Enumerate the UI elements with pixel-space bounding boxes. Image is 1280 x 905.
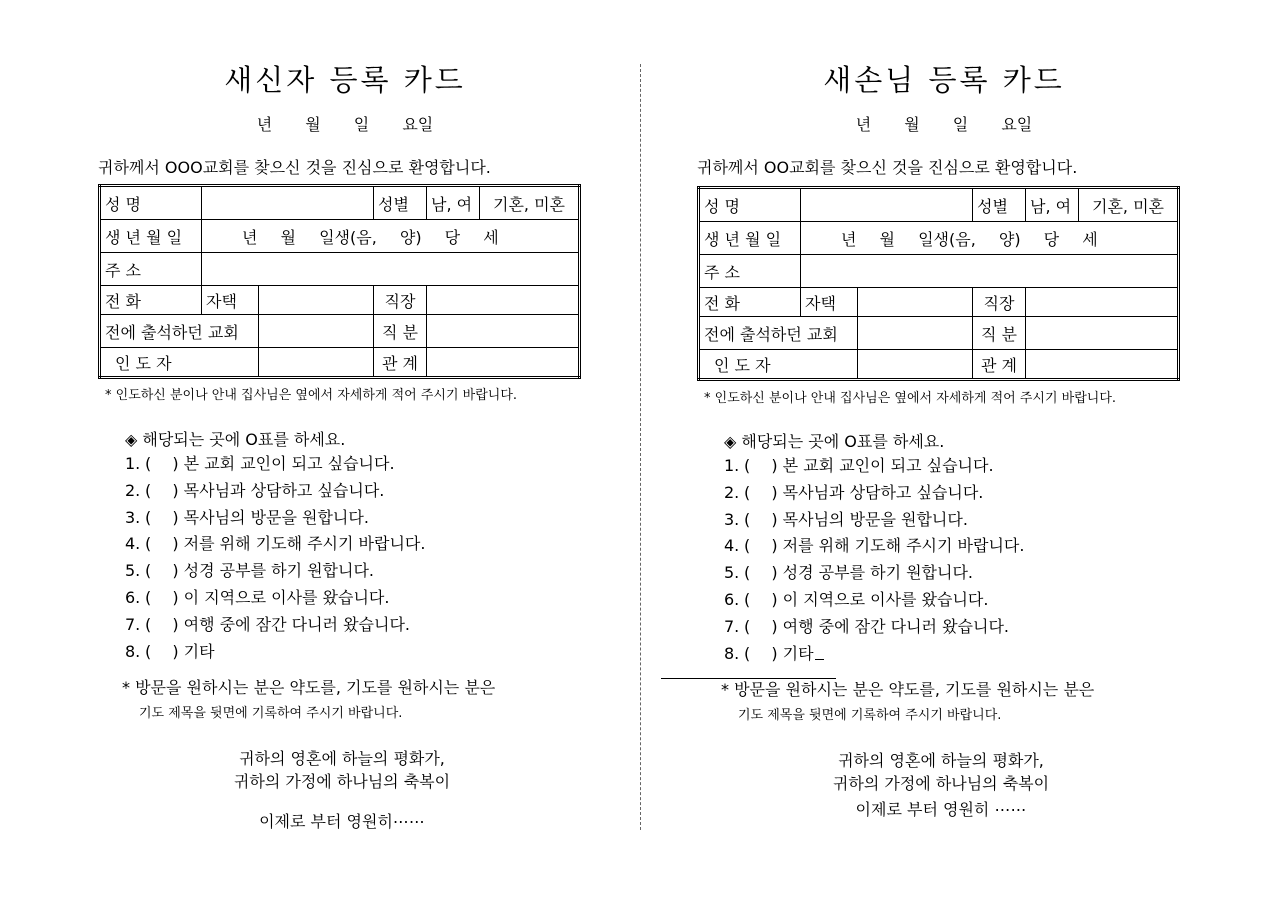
option-number: 7. — [125, 614, 141, 634]
option-item[interactable] — [125, 639, 425, 666]
option-text: ( ) 목사님과 상담하고 싶습니다. — [145, 480, 385, 500]
guide-note: * 인도하신 분이나 안내 집사님은 옆에서 자세하게 적어 주시기 바랍니다. — [105, 388, 518, 403]
option-text: ( ) 목사님의 방문을 원합니다. — [744, 509, 968, 529]
home-phone-label: 자택 — [202, 286, 259, 315]
option-number: 3. — [724, 509, 740, 529]
address-field[interactable] — [202, 253, 580, 286]
closing-text: 이제로 부터 영원히 ⋯⋯ — [855, 800, 1027, 819]
option-item[interactable] — [724, 614, 1024, 641]
work-phone-field[interactable] — [427, 286, 580, 315]
option-number: 5. — [125, 561, 141, 581]
work-phone-label: 직장 — [973, 288, 1026, 317]
option-item[interactable] — [724, 560, 1024, 587]
option-number: 4. — [724, 536, 740, 556]
option-item[interactable] — [724, 507, 1024, 534]
gender-choice[interactable]: 남, 여 — [1026, 188, 1079, 222]
position-label: 직 분 — [973, 317, 1026, 350]
address-label: 주 소 — [100, 253, 202, 286]
home-phone-field[interactable] — [858, 288, 973, 317]
address-field[interactable] — [801, 255, 1179, 288]
visit-note-line-2: 기도 제목을 뒷면에 기록하여 주시기 바랍니다. — [139, 706, 403, 721]
name-label: 성 명 — [100, 186, 202, 220]
blessing-text — [694, 749, 1188, 795]
guide-label: 인 도 자 — [699, 350, 858, 380]
name-field[interactable] — [202, 186, 374, 220]
marital-choice[interactable]: 기혼, 미혼 — [1079, 188, 1179, 222]
closing-text: 이제로 부터 영원히⋯⋯ — [259, 812, 425, 831]
option-number: 5. — [724, 563, 740, 583]
stray-rule-line — [661, 678, 836, 679]
option-item[interactable] — [125, 478, 425, 505]
card-divider — [640, 64, 641, 830]
work-phone-field[interactable] — [1026, 288, 1179, 317]
name-label: 성 명 — [699, 188, 801, 222]
option-item[interactable] — [724, 453, 1024, 480]
option-text: ( ) 저를 위해 기도해 주시기 바랍니다. — [145, 534, 426, 554]
home-phone-label: 자택 — [801, 288, 858, 317]
phone-label: 전 화 — [699, 288, 801, 317]
guide-note: * 인도하신 분이나 안내 집사님은 옆에서 자세하게 적어 주시기 바랍니다. — [704, 391, 1117, 406]
option-number: 6. — [125, 587, 141, 607]
registration-table — [697, 186, 1180, 381]
previous-church-label: 전에 출석하던 교회 — [699, 317, 858, 350]
blessing-line-2: 귀하의 가정에 하나님의 축복이 — [832, 774, 1050, 793]
guide-label: 인 도 자 — [100, 348, 259, 378]
option-text: ( ) 성경 공부를 하기 원합니다. — [145, 561, 375, 581]
option-number: 7. — [724, 616, 740, 636]
previous-church-label: 전에 출석하던 교회 — [100, 315, 259, 348]
relation-field[interactable] — [427, 348, 580, 378]
gender-label: 성별 — [374, 186, 427, 220]
text-cursor — [815, 645, 824, 660]
option-text: ( ) 여행 중에 잠간 다니러 왔습니다. — [145, 614, 411, 634]
option-text: ( ) 여행 중에 잠간 다니러 왔습니다. — [744, 616, 1010, 636]
option-item[interactable] — [125, 505, 425, 532]
option-item[interactable] — [125, 558, 425, 585]
option-text: ( ) 본 교회 교인이 되고 싶습니다. — [145, 454, 395, 473]
options-list — [724, 453, 1024, 667]
position-field[interactable] — [427, 315, 580, 348]
option-number: 8. — [724, 643, 740, 663]
option-text: ( ) 성경 공부를 하기 원합니다. — [744, 563, 974, 583]
option-number: 2. — [724, 482, 740, 502]
relation-field[interactable] — [1026, 350, 1179, 380]
blessing-line-1: 귀하의 영혼에 하늘의 평화가, — [838, 751, 1044, 770]
marital-choice[interactable]: 기혼, 미혼 — [480, 186, 580, 220]
visit-note-line-1: * 방문을 원하시는 분은 약도를, 기도를 원하시는 분은 — [721, 680, 1095, 699]
gender-choice[interactable]: 남, 여 — [427, 186, 480, 220]
option-item[interactable] — [125, 451, 425, 478]
card-title: 새손님 등록 카드 — [823, 63, 1065, 97]
options-list — [125, 451, 425, 665]
option-number: 1. — [125, 454, 141, 473]
previous-church-field[interactable] — [858, 317, 973, 350]
option-item[interactable] — [724, 587, 1024, 614]
welcome-greeting: 귀하께서 OO교회를 찾으신 것을 진심으로 환영합니다. — [697, 158, 1078, 177]
option-number: 3. — [125, 507, 141, 527]
relation-label: 관 계 — [374, 348, 427, 378]
birth-field[interactable]: 년 월 일생(음, 양) 당 세 — [801, 222, 1179, 255]
option-text: ( ) 목사님의 방문을 원합니다. — [145, 507, 369, 527]
registration-table — [98, 184, 581, 379]
blessing-line-2: 귀하의 가정에 하나님의 축복이 — [233, 772, 451, 791]
options-heading: ◈ 해당되는 곳에 O표를 하세요. — [125, 430, 346, 449]
option-number: 4. — [125, 534, 141, 554]
option-number: 6. — [724, 589, 740, 609]
birth-label: 생 년 월 일 — [100, 220, 202, 253]
option-number: 2. — [125, 480, 141, 500]
card-title: 새신자 등록 카드 — [224, 63, 466, 97]
phone-label: 전 화 — [100, 286, 202, 315]
gender-label: 성별 — [973, 188, 1026, 222]
options-heading: ◈ 해당되는 곳에 O표를 하세요. — [724, 432, 945, 451]
option-number: 8. — [125, 641, 141, 661]
option-text: ( ) 목사님과 상담하고 싶습니다. — [744, 482, 984, 502]
position-field[interactable] — [1026, 317, 1179, 350]
visit-note-line-1: * 방문을 원하시는 분은 약도를, 기도를 원하시는 분은 — [122, 678, 496, 697]
visit-note-line-2: 기도 제목을 뒷면에 기록하여 주시기 바랍니다. — [738, 708, 1002, 723]
home-phone-field[interactable] — [259, 286, 374, 315]
date-line: 년 월 일 요일 — [855, 115, 1033, 134]
option-item[interactable] — [724, 533, 1024, 560]
work-phone-label: 직장 — [374, 286, 427, 315]
option-item[interactable] — [125, 612, 425, 639]
name-field[interactable] — [801, 188, 973, 222]
option-text: ( ) 기타 — [744, 643, 814, 663]
option-text: ( ) 본 교회 교인이 되고 싶습니다. — [744, 456, 994, 475]
option-item[interactable] — [125, 585, 425, 612]
option-text: ( ) 기타 — [145, 641, 215, 661]
option-item[interactable] — [724, 480, 1024, 507]
option-text: ( ) 저를 위해 기도해 주시기 바랍니다. — [744, 536, 1025, 556]
option-text: ( ) 이 지역으로 이사를 왔습니다. — [744, 589, 989, 609]
position-label: 직 분 — [374, 315, 427, 348]
previous-church-field[interactable] — [259, 315, 374, 348]
blessing-text — [95, 747, 589, 793]
option-text: ( ) 이 지역으로 이사를 왔습니다. — [145, 587, 390, 607]
date-line: 년 월 일 요일 — [256, 115, 434, 134]
relation-label: 관 계 — [973, 350, 1026, 380]
visit-note — [122, 675, 495, 727]
option-item[interactable] — [724, 641, 1024, 668]
blessing-line-1: 귀하의 영혼에 하늘의 평화가, — [239, 749, 445, 768]
welcome-greeting: 귀하께서 OOO교회를 찾으신 것을 진심으로 환영합니다. — [98, 158, 491, 177]
birth-field[interactable]: 년 월 일생(음, 양) 당 세 — [202, 220, 580, 253]
guide-field[interactable] — [259, 348, 374, 378]
address-label: 주 소 — [699, 255, 801, 288]
option-item[interactable] — [125, 531, 425, 558]
option-number: 1. — [724, 456, 740, 475]
guide-field[interactable] — [858, 350, 973, 380]
visit-note — [721, 677, 1094, 729]
birth-label: 생 년 월 일 — [699, 222, 801, 255]
